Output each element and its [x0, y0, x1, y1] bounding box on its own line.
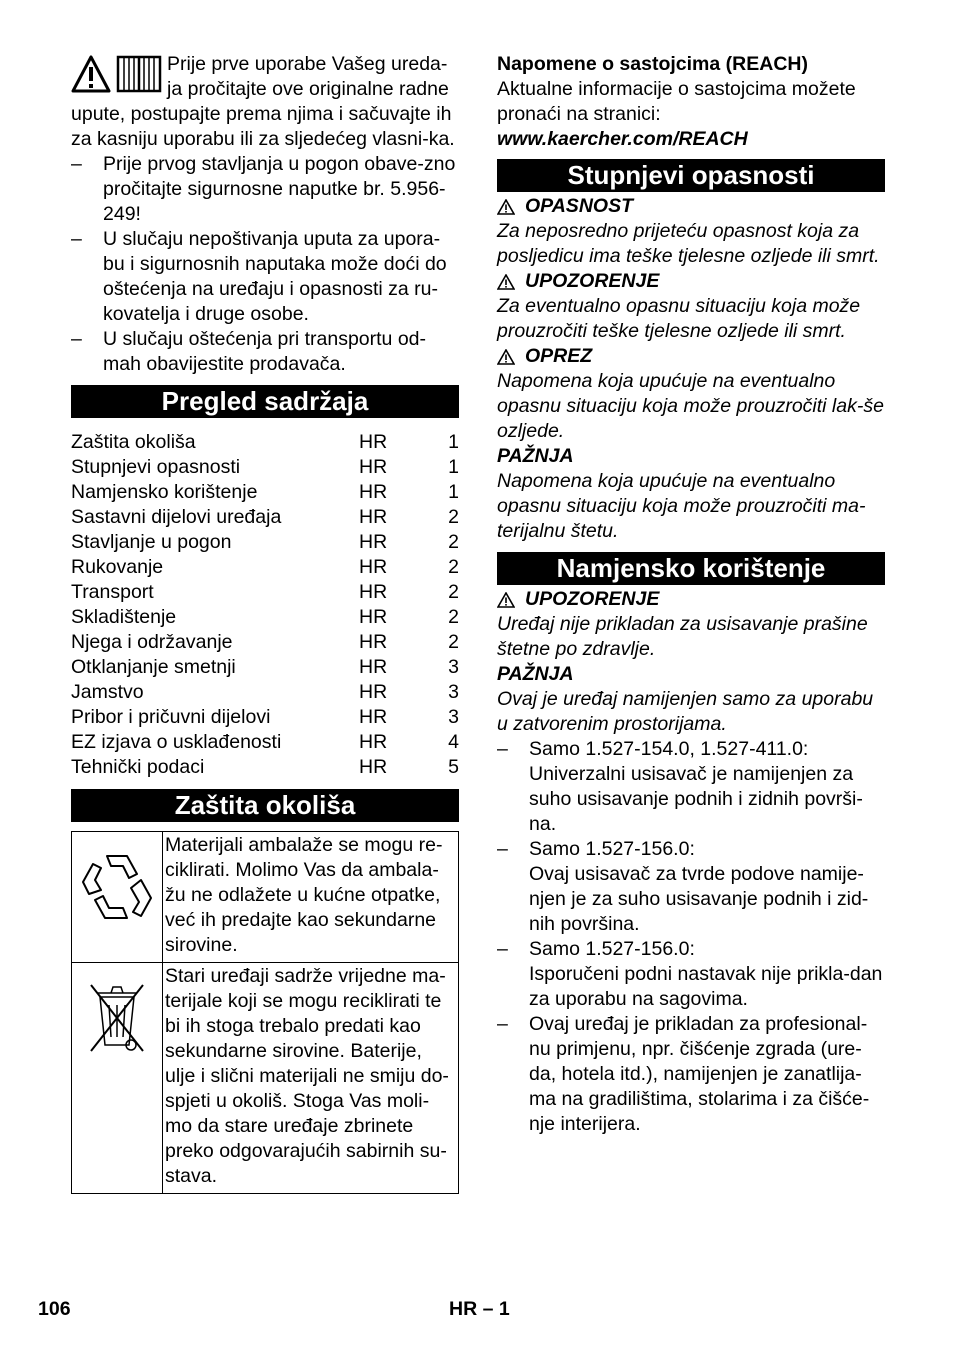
toc-title: Otklanjanje smetnji: [71, 656, 236, 678]
list-item: – Ovaj uređaj je prikladan za profesional-nu primjenu, npr. čišćenje zgrada (ure-da, hotela itd.), namijenjen je zanatlija-ma na gradilištima, stolarima i za čišće-nje interijera.: [497, 1012, 885, 1137]
warning-triangle-icon: [497, 274, 515, 290]
warning-triangle-icon: [497, 592, 515, 608]
bullet-line2: Ovaj usisavač za tvrde podove namije-njen je za suho usisavanje podnih i zid-nih površina.: [529, 863, 869, 935]
reach-text: Aktualne informacije o sastojcima možete pronaći na stranici:: [497, 78, 856, 125]
hazard-label-row: [497, 344, 885, 369]
bullet-text: U slučaju nepoštivanja uputa za upora-bu i sigurnosnih naputaka može doći do oštećenja na uređaju i opasnosti za ru-kovatelja i druge osobe.: [103, 228, 447, 325]
hazard-text: Napomena koja upućuje na eventualno opasnu situaciju koja može prouzročiti ma-terijalnu štetu.: [497, 470, 866, 542]
toc-row[interactable]: [71, 430, 459, 455]
toc-row[interactable]: [71, 505, 459, 530]
bullet-line1: Samo 1.527-154.0, 1.527-411.0:: [529, 738, 809, 760]
bullet-line1: Samo 1.527-156.0:: [529, 938, 695, 960]
toc-title: Tehnički podaci: [71, 756, 205, 778]
intro-bullets: [71, 152, 459, 377]
bullet-line2: Univerzalni usisavač je namijenjen za suho usisavanje podnih i zidnih površi-na.: [529, 763, 863, 835]
toc-page: 4: [448, 731, 459, 753]
list-item: – Samo 1.527-156.0: Ovaj usisavač za tvrde podove namije-njen je za suho usisavanje podnih i zid-nih površina.: [497, 837, 885, 937]
toc-page: 2: [448, 556, 459, 578]
toc-row[interactable]: [71, 530, 459, 555]
toc-lang: HR: [359, 631, 388, 653]
toc-row[interactable]: [71, 705, 459, 730]
toc-row[interactable]: [71, 730, 459, 755]
usage-header: Namjensko korištenje: [497, 552, 885, 585]
toc-title: Njega i održavanje: [71, 631, 233, 653]
toc-row[interactable]: [71, 455, 459, 480]
right-column: [497, 52, 885, 1137]
hazard-label-row: [497, 269, 885, 294]
usage-section: [497, 587, 885, 1137]
usage-note-text: Ovaj je uređaj namijenjen samo za uporabu u zatvorenim prostorijama.: [497, 688, 874, 735]
hazard-text: Za neposredno prijeteću opasnost koja za posljedicu ima teške tjelesne ozljede ili smrt.: [497, 220, 880, 267]
toc-row[interactable]: [71, 755, 459, 780]
toc: [71, 430, 459, 780]
toc-page: 3: [448, 656, 459, 678]
environment-table: [71, 831, 459, 1194]
usage-warning-label: UPOZORENJE: [525, 588, 660, 610]
bullet-line1: Ovaj uređaj je prikladan za profesional-nu primjenu, npr. čišćenje zgrada (ure-da, hotela itd.), namijenjen je zanatlija-ma na gradilištima, stolarima i za čišće-nje interijera.: [529, 1013, 870, 1135]
toc-lang: HR: [359, 556, 388, 578]
toc-page: 1: [448, 456, 459, 478]
toc-row[interactable]: [71, 555, 459, 580]
hazard-text: Za eventualno opasnu situaciju koja može prouzročiti teške tjelesne ozljede ili smrt.: [497, 295, 861, 342]
manual-book-icon: [116, 54, 162, 94]
toc-title: Transport: [71, 581, 154, 603]
hazard-label-row: [497, 194, 885, 219]
toc-title: Rukovanje: [71, 556, 164, 578]
toc-lang: HR: [359, 456, 388, 478]
toc-page: 2: [448, 581, 459, 603]
toc-row[interactable]: [71, 680, 459, 705]
warning-triangle-icon: [71, 54, 111, 94]
toc-row[interactable]: [71, 480, 459, 505]
table-cell-icon: [72, 832, 163, 963]
toc-lang: HR: [359, 431, 388, 453]
bullet-text: U slučaju oštećenja pri transportu od-mah obavijestite prodavača.: [103, 328, 426, 375]
toc-title: Zaštita okoliša: [71, 431, 196, 453]
list-item: – Prije prvog stavljanja u pogon obave-zno pročitajte sigurnosne naputke br. 5.956-249!: [71, 153, 456, 225]
toc-page: 1: [448, 431, 459, 453]
toc-row[interactable]: [71, 630, 459, 655]
toc-lang: HR: [359, 531, 388, 553]
toc-lang: HR: [359, 506, 388, 528]
toc-page: 3: [448, 706, 459, 728]
toc-title: Stavljanje u pogon: [71, 531, 232, 553]
reach-title: Napomene o sastojcima (REACH): [497, 53, 808, 75]
toc-lang: HR: [359, 706, 388, 728]
hazard-label: PAŽNJA: [497, 445, 574, 467]
crossed-bin-icon: [87, 979, 147, 1055]
toc-title: Stupnjevi opasnosti: [71, 456, 241, 478]
usage-warning-row: [497, 587, 885, 612]
table-cell-text: Materijali ambalaže se mogu re-ciklirati. Molimo Vas da ambala-žu ne odlažete u kućne otpatke, već ih predajte kao sekundarne sirovine.: [163, 832, 459, 963]
hazard-header: Stupnjevi opasnosti: [497, 159, 885, 192]
warning-triangle-icon: [497, 199, 515, 215]
toc-lang: HR: [359, 756, 388, 778]
hazard-label: UPOZORENJE: [525, 270, 660, 292]
toc-page: 2: [448, 506, 459, 528]
bullet-line2: Isporučeni podni nastavak nije prikla-dan za uporabu na sagovima.: [529, 963, 883, 1010]
toc-page: 3: [448, 681, 459, 703]
toc-title: Jamstvo: [71, 681, 144, 703]
reach-link[interactable]: www.kaercher.com/REACH: [497, 128, 748, 150]
toc-lang: HR: [359, 681, 388, 703]
page-number: 106: [38, 1298, 71, 1320]
toc-title: Pribor i pričuvni dijelovi: [71, 706, 271, 728]
list-item: – Samo 1.527-156.0: Isporučeni podni nastavak nije prikla-dan za uporabu na sagovima.: [497, 937, 885, 1012]
list-item: – Samo 1.527-154.0, 1.527-411.0: Univerzalni usisavač je namijenjen za suho usisavanje podnih i zidnih površi-na.: [497, 737, 885, 837]
hazard-label: OPASNOST: [525, 195, 633, 217]
toc-title: Sastavni dijelovi uređaja: [71, 506, 282, 528]
intro-icons: [71, 54, 163, 98]
table-row: [72, 963, 459, 1194]
toc-lang: HR: [359, 656, 388, 678]
list-item: – U slučaju oštećenja pri transportu od-mah obavijestite prodavača.: [71, 328, 426, 375]
intro: [71, 52, 459, 152]
toc-row[interactable]: [71, 580, 459, 605]
toc-lang: HR: [359, 606, 388, 628]
toc-lang: HR: [359, 731, 388, 753]
hazard-text: Napomena koja upućuje na eventualno opasnu situaciju koja može prouzročiti lak-še ozljede.: [497, 370, 884, 442]
bullet-line1: Samo 1.527-156.0:: [529, 838, 695, 860]
toc-row[interactable]: [71, 605, 459, 630]
toc-title: EZ izjava o usklađenosti: [71, 731, 282, 753]
hazard-levels: [497, 194, 885, 544]
section-marker: HR – 1: [449, 1298, 510, 1320]
intro-text: Prije prve uporabe Vašeg ureda-ja pročitajte ove originalne radne upute, postupajte prema njima i sačuvajte ih za kasniju uporabu ili za sljedećeg vlasni-ka.: [71, 53, 455, 150]
usage-note-label: PAŽNJA: [497, 663, 574, 685]
list-item: – U slučaju nepoštivanja uputa za upora-bu i sigurnosnih naputaka može doći do oštećenja na uređaju i opasnosti za ru-kovatelja i druge osobe.: [71, 228, 447, 325]
toc-row[interactable]: [71, 655, 459, 680]
bullet-text: Prije prvog stavljanja u pogon obave-zno pročitajte sigurnosne naputke br. 5.956-249!: [103, 153, 456, 225]
toc-page: 1: [448, 481, 459, 503]
environment-header: Zaštita okoliša: [71, 789, 459, 822]
recycling-icon: [79, 848, 155, 924]
toc-lang: HR: [359, 481, 388, 503]
toc-page: 2: [448, 631, 459, 653]
usage-warning-text: Uređaj nije prikladan za usisavanje prašine štetne po zdravlje.: [497, 613, 868, 660]
toc-header: Pregled sadržaja: [71, 385, 459, 418]
left-column: [71, 52, 459, 1194]
table-cell-icon: [72, 963, 163, 1194]
table-row: [72, 832, 459, 963]
table-cell-text: Stari uređaji sadrže vrijedne ma-terijale koji se mogu reciklirati te bi ih stoga trebalo predati kao sekundarne sirovine. Baterije, ulje i slični materijali ne smiju do-spjeti u okoliš. Stoga Vas moli-mo da stare uređaje zbrinete preko odgovarajućih sabirnih su-stava.: [163, 963, 459, 1194]
warning-triangle-icon: [497, 349, 515, 365]
toc-page: 2: [448, 606, 459, 628]
toc-title: Namjensko korištenje: [71, 481, 258, 503]
toc-page: 2: [448, 531, 459, 553]
toc-page: 5: [448, 756, 459, 778]
toc-lang: HR: [359, 581, 388, 603]
hazard-label: OPREZ: [525, 345, 593, 367]
toc-title: Skladištenje: [71, 606, 177, 628]
